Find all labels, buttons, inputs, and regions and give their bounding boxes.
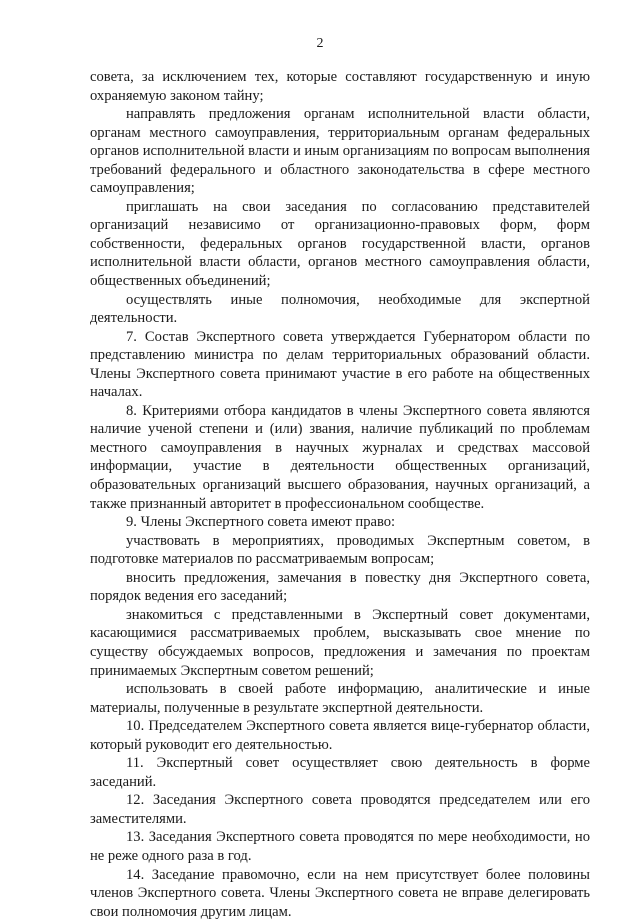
paragraph-item-12: 12. Заседания Экспертного совета проводятся председателем или его заместителями.: [90, 792, 590, 827]
paragraph-item-8: 8. Критериями отбора кандидатов в члены Экспертного совета являются наличие ученой степени и (или) звания, наличие публикаций по проблемам местного самоуправления в научных журналах и средствах массовой информации, участие в деятельности общественных организаций, образовательных организаций высшего образования, научных организаций, а также признанный авторитет в профессиональном сообществе.: [90, 402, 590, 512]
paragraph-other-powers: осуществлять иные полномочия, необходимые для экспертной деятельности.: [90, 291, 590, 327]
document-body: [90, 68, 590, 921]
paragraph-right-use-info: использовать в своей работе информацию, аналитические и иные материалы, полученные в результате экспертной деятельности.: [90, 681, 590, 716]
paragraph-item-10: 10. Председателем Экспертного совета является вице-губернатор области, который руководит его деятельностью.: [90, 718, 590, 753]
paragraph-continuation: совета, за исключением тех, которые составляют государственную и иную охраняемую законом тайну;: [90, 69, 590, 104]
paragraph-item-13: 13. Заседания Экспертного совета проводятся по мере необходимости, но не реже одного раза в год.: [90, 829, 590, 864]
paragraph-right-propose: вносить предложения, замечания в повестку дня Экспертного совета, порядок ведения его заседаний;: [90, 569, 590, 605]
paragraph-item-11: 11. Экспертный совет осуществляет свою деятельность в форме заседаний.: [90, 755, 590, 790]
paragraph-right-participate: участвовать в мероприятиях, проводимых Экспертным советом, в подготовке материалов по рассматриваемым вопросам;: [90, 532, 590, 568]
paragraph-item-14: 14. Заседание правомочно, если на нем присутствует более половины членов Экспертного совета. Члены Экспертного совета не вправе делегировать свои полномочия другим лицам.: [90, 866, 590, 920]
paragraph-item-7: 7. Состав Экспертного совета утверждается Губернатором области по представлению министра по делам территориальных образований области. Члены Экспертного совета принимают участие в его работе на общественных началах.: [90, 328, 590, 401]
paragraph-proposals: направлять предложения органам исполнительной власти области, органам местного самоуправления, территориальным органам федеральных органов исполнительной власти и иным организациям по вопросам выполнения требований федерального и областного законодательства в сфере местного самоуправления;: [90, 106, 590, 197]
paragraph-right-review: знакомиться с представленными в Экспертный совет документами, касающимися рассматриваемых проблем, высказывать свое мнение по существу обсуждаемых вопросов, предложения и замечания по проектам принимаемых Экспертным советом решений;: [90, 606, 590, 679]
page-number: 2: [316, 36, 324, 51]
paragraph-invite: приглашать на свои заседания по согласованию представителей организаций независимо от организационно-правовых форм, форм собственности, федеральных органов государственной власти, органов исполнительной власти области, органов местного самоуправления области, общественных объединений;: [90, 198, 590, 290]
paragraph-item-9: 9. Члены Экспертного совета имеют право:: [126, 514, 396, 531]
